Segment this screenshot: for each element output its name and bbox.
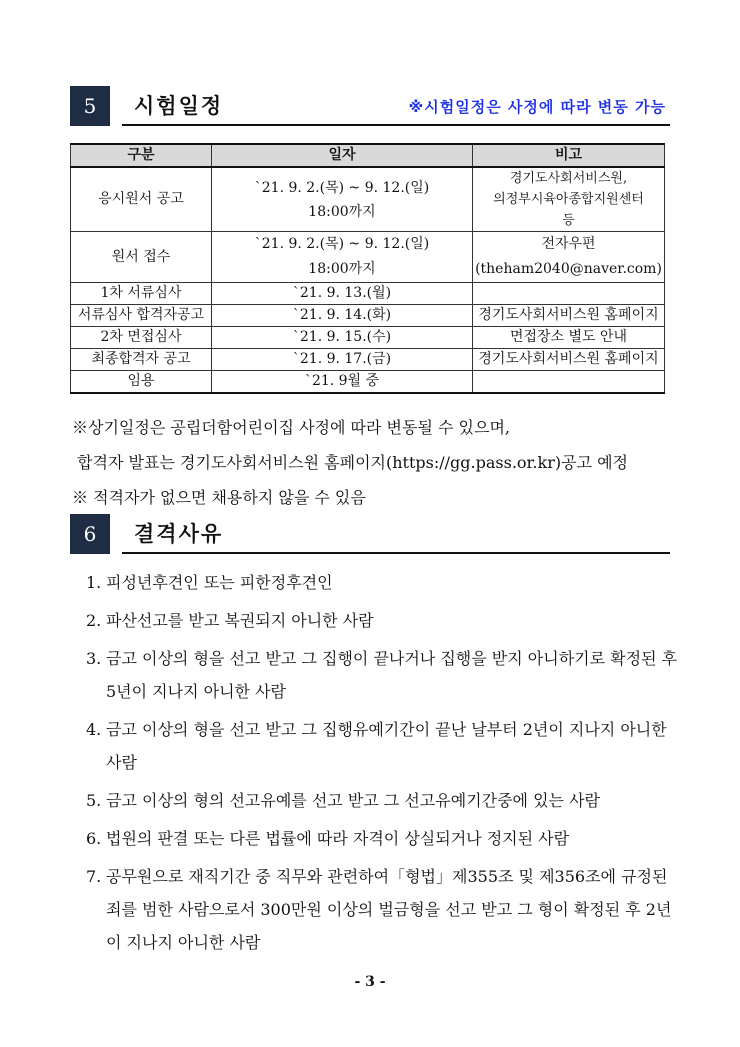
date-line: `21. 9. 2.(목) ~ 9. 12.(일) [254, 179, 430, 196]
table-row [71, 349, 665, 371]
category-cell: 1차 서류심사 [71, 283, 212, 305]
item-number: 1. [86, 573, 102, 592]
remark-cell: 면접장소 별도 안내 [473, 327, 665, 349]
schedule-table [70, 143, 665, 394]
item-number: 2. [86, 611, 102, 630]
section-number-badge: 6 [70, 514, 110, 554]
table-row [71, 283, 665, 305]
table-row [71, 327, 665, 349]
category-cell: 2차 면접심사 [71, 327, 212, 349]
list-item [86, 822, 678, 855]
item-number: 5. [86, 791, 102, 810]
table-row [71, 167, 665, 232]
list-item [86, 860, 678, 959]
section-underline [122, 552, 670, 554]
note-line: ※상기일정은 공립더함어린이집 사정에 따라 변동될 수 있으며, [72, 418, 511, 437]
section-underline [122, 124, 670, 126]
category-cell: 서류심사 합격자공고 [71, 305, 212, 327]
list-item [86, 784, 678, 817]
date-line: `21. 9. 2.(목) ~ 9. 12.(일) [254, 236, 430, 252]
date-cell [212, 167, 473, 232]
date-cell [212, 232, 473, 283]
item-text: 공무원으로 재직기간 중 직무와 관련하여「형법」제355조 및 제356조에 규정된 죄를 범한 사람으로서 300만원 이상의 벌금형을 선고 받고 그 형이 확정된 후 2년이 지나지 아니한 사람 [106, 867, 672, 952]
table-header-row [71, 144, 665, 167]
note-line: ※ 적격자가 없으면 채용하지 않을 수 있음 [72, 488, 366, 507]
remark-line: 전자우편 [541, 236, 596, 252]
list-item [86, 604, 678, 637]
category-cell: 원서 접수 [71, 232, 212, 283]
remark-line: 등 [562, 213, 575, 228]
table-row [71, 232, 665, 283]
date-cell: `21. 9. 14.(화) [212, 305, 473, 327]
disqualification-list [86, 566, 678, 964]
item-text: 파산선고를 받고 복권되지 아니한 사람 [106, 611, 374, 630]
item-number: 7. [86, 867, 102, 886]
remark-line: 의정부시육아종합지원센터 [493, 192, 644, 207]
date-line: 18:00까지 [308, 203, 376, 220]
list-item [86, 566, 678, 599]
date-cell: `21. 9. 13.(월) [212, 283, 473, 305]
section-6-header [70, 514, 670, 554]
date-line: 18:00까지 [308, 261, 376, 277]
item-text: 금고 이상의 형의 선고유예를 선고 받고 그 선고유예기간중에 있는 사람 [106, 791, 600, 810]
section-title: 시험일정 [134, 94, 224, 118]
remark-line: 경기도사회서비스원, [509, 171, 628, 186]
remark-cell [473, 167, 665, 232]
item-number: 4. [86, 720, 102, 739]
category-cell: 최종합격자 공고 [71, 349, 212, 371]
remark-cell [473, 283, 665, 305]
table-row [71, 305, 665, 327]
schedule-notes [72, 410, 628, 515]
column-header: 비고 [473, 144, 665, 167]
list-item [86, 642, 678, 708]
section-5-header [70, 86, 670, 126]
date-cell: `21. 9월 중 [212, 371, 473, 394]
remark-cell: 경기도사회서비스원 홈페이지 [473, 349, 665, 371]
item-text: 법원의 판결 또는 다른 법률에 따라 자격이 상실되거나 정지된 사람 [106, 829, 570, 848]
item-text: 금고 이상의 형을 선고 받고 그 집행유예기간이 끝난 날부터 2년이 지나지 아니한 사람 [106, 720, 667, 772]
page-number: - 3 - [354, 974, 386, 990]
remark-cell [473, 371, 665, 394]
section-number-badge: 5 [70, 86, 110, 126]
remark-cell [473, 232, 665, 283]
date-cell: `21. 9. 15.(수) [212, 327, 473, 349]
item-number: 3. [86, 649, 102, 668]
remark-cell: 경기도사회서비스원 홈페이지 [473, 305, 665, 327]
column-header: 일자 [212, 144, 473, 167]
date-cell: `21. 9. 17.(금) [212, 349, 473, 371]
category-cell: 응시원서 공고 [71, 167, 212, 232]
item-number: 6. [86, 829, 102, 848]
schedule-change-note: ※시험일정은 사정에 따라 변동 가능 [408, 98, 666, 116]
item-text: 금고 이상의 형을 선고 받고 그 집행이 끝나거나 집행을 받지 아니하기로 확정된 후 5년이 지나지 아니한 사람 [106, 649, 678, 701]
list-item [86, 713, 678, 779]
section-title: 결격사유 [134, 522, 224, 546]
category-cell: 임용 [71, 371, 212, 394]
column-header: 구분 [71, 144, 212, 167]
remark-line: (theham2040@naver.com) [475, 261, 662, 277]
note-line: 합격자 발표는 경기도사회서비스원 홈페이지(https://gg.pass.or.kr)공고 예정 [72, 453, 629, 472]
item-text: 피성년후견인 또는 피한정후견인 [106, 573, 333, 592]
table-row [71, 371, 665, 394]
